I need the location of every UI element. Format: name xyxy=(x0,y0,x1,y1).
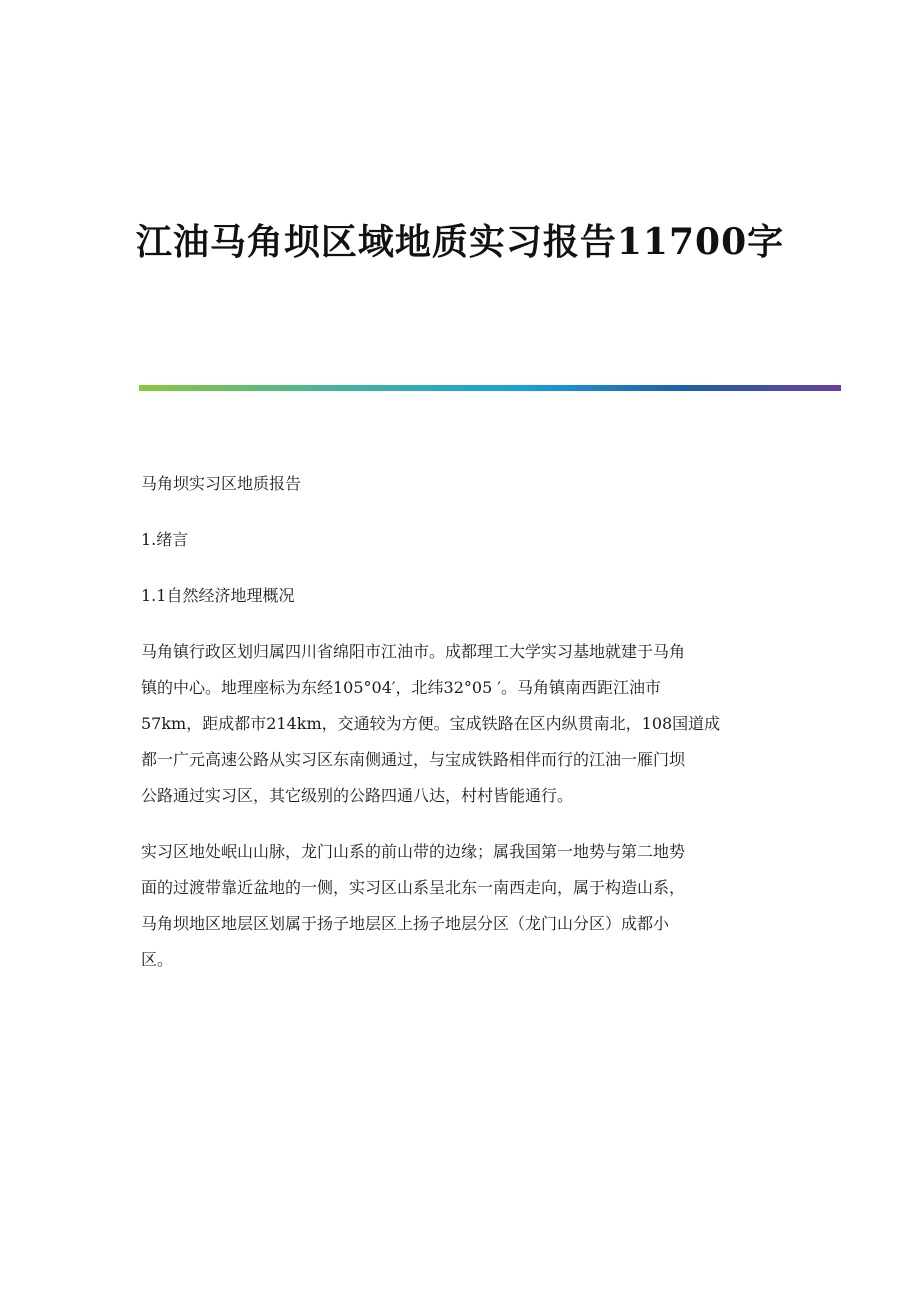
subtitle: 马角坝实习区地质报告 xyxy=(141,474,302,493)
document-body xyxy=(141,466,781,978)
document-title: 江油马角坝区域地质实习报告11700字 xyxy=(135,221,785,263)
paragraph-line: 实习区地处岷山山脉，龙门山系的前山带的边缘；属我国第一地势与第二地势 xyxy=(141,842,686,861)
paragraph-line: 公路通过实习区，其它级别的公路四通八达，村村皆能通行。 xyxy=(141,786,574,805)
paragraph-line: 马角镇行政区划归属四川省绵阳市江油市。成都理工大学实习基地就建于马角 xyxy=(141,642,686,661)
spacer xyxy=(141,814,781,834)
section-heading-1: 1.绪言 xyxy=(141,530,189,549)
paragraph-line: 57km，距成都市214km，交通较为方便。宝成铁路在区内纵贯南北，108国道成 xyxy=(141,714,721,733)
spacer xyxy=(141,614,781,634)
spacer xyxy=(141,558,781,578)
paragraph-line: 马角坝地区地层区划属于扬子地层区上扬子地层分区（龙门山分区）成都小 xyxy=(141,914,670,933)
paragraph-line: 区。 xyxy=(141,950,174,969)
title-divider xyxy=(139,385,841,391)
paragraph-line: 都一广元高速公路从实习区东南侧通过，与宝成铁路相伴而行的江油一雁门坝 xyxy=(141,750,686,769)
spacer xyxy=(141,502,781,522)
paragraph-line: 面的过渡带靠近盆地的一侧，实习区山系呈北东一南西走向，属于构造山系， xyxy=(141,878,686,897)
section-heading-1-1: 1.1自然经济地理概况 xyxy=(141,586,295,605)
paragraph-1 xyxy=(141,634,781,814)
paragraph-line: 镇的中心。地理座标为东经105°04′，北纬32°05 ′。马角镇南西距江油市 xyxy=(141,678,661,697)
paragraph-2 xyxy=(141,834,781,978)
